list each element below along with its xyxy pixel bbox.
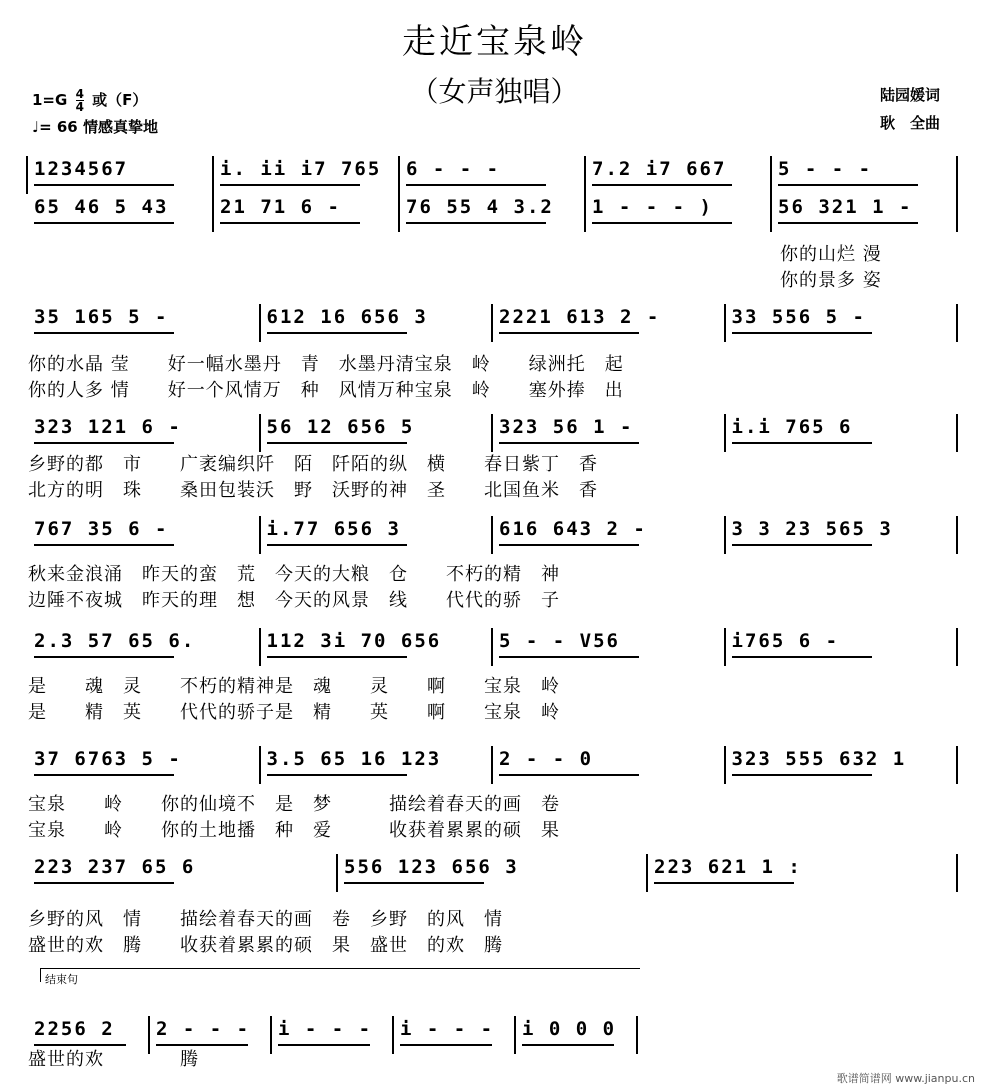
measure: i765 6 - bbox=[731, 630, 840, 652]
lyric-line: 是 魂 灵 不朽的精神是 魂 灵 啊 宝泉 岭 bbox=[28, 676, 560, 697]
lyric-line: 宝泉 岭 你的仙境不 是 梦 描绘着春天的画 卷 bbox=[28, 794, 560, 815]
beam-underline bbox=[34, 882, 174, 884]
measure: 323 555 632 1 bbox=[731, 748, 907, 770]
measure: 21 71 6 - bbox=[220, 196, 341, 218]
measure: 2 - - - bbox=[156, 1018, 251, 1040]
lyric-line: 你的人多 情 好一个风情万 种 风情万种宝泉 岭 塞外捧 出 bbox=[28, 380, 624, 401]
tempo-marking: ♩= 66 情感真挚地 bbox=[32, 118, 158, 136]
notation-row bbox=[28, 622, 968, 664]
bar-line bbox=[491, 304, 493, 342]
measure: 223 237 65 6 bbox=[34, 856, 196, 878]
beam-underline bbox=[592, 184, 732, 186]
measure: 323 121 6 - bbox=[34, 416, 182, 438]
beam-underline bbox=[499, 442, 639, 444]
bar-line bbox=[770, 194, 772, 232]
bar-line bbox=[724, 516, 726, 554]
lyric-line: 秋来金浪涌 昨天的蛮 荒 今天的大粮 仓 不朽的精 神 bbox=[28, 564, 560, 585]
beam-underline bbox=[732, 544, 872, 546]
lyric-line: 是 精 英 代代的骄子是 精 英 啊 宝泉 岭 bbox=[28, 702, 560, 723]
notation-row bbox=[28, 848, 968, 890]
song-title: 走近宝泉岭 bbox=[402, 22, 587, 62]
coda-line bbox=[40, 968, 640, 969]
measure: 5 - - - bbox=[778, 158, 873, 180]
measure: 65 46 5 43 bbox=[34, 196, 169, 218]
beam-underline bbox=[499, 656, 639, 658]
bar-line bbox=[956, 746, 958, 784]
bar-line bbox=[259, 516, 261, 554]
measure: i - - - bbox=[278, 1018, 373, 1040]
key-alternate: 或（F） bbox=[92, 91, 148, 109]
song-subtitle: （女声独唱） bbox=[410, 75, 579, 108]
lyricist-credit: 陆园媛词 bbox=[880, 86, 941, 104]
measure: 1 - - - ) bbox=[592, 196, 713, 218]
lyric-line: 乡野的风 情 描绘着春天的画 卷 乡野 的风 情 bbox=[28, 909, 503, 930]
measure: i 0 0 0 bbox=[522, 1018, 617, 1040]
bar-line bbox=[259, 304, 261, 342]
notation-row bbox=[28, 408, 968, 450]
measure: i.i 765 6 bbox=[731, 416, 853, 438]
bar-line bbox=[956, 628, 958, 666]
measure: 7.2 i7 667 bbox=[592, 158, 727, 180]
measure: i.77 656 3 bbox=[266, 518, 401, 540]
notation-row bbox=[28, 298, 968, 340]
lyric-line: 北方的明 珠 桑田包装沃 野 沃野的神 圣 北国鱼米 香 bbox=[28, 480, 598, 501]
measure: 2256 2 bbox=[34, 1018, 115, 1040]
beam-underline bbox=[267, 442, 407, 444]
beam-underline bbox=[654, 882, 794, 884]
beam-underline bbox=[732, 656, 872, 658]
notation-row bbox=[28, 150, 968, 192]
composer-credit: 耿 全曲 bbox=[880, 114, 941, 132]
bar-line bbox=[491, 746, 493, 784]
measure: 3.5 65 16 123 bbox=[266, 748, 442, 770]
bar-line bbox=[259, 414, 261, 452]
measure: 2 - - 0 bbox=[499, 748, 594, 770]
measure: 76 55 4 3.2 bbox=[406, 196, 554, 218]
notation-row bbox=[28, 510, 968, 552]
beam-underline bbox=[34, 332, 174, 334]
bar-line bbox=[724, 628, 726, 666]
measure: i. ii i7 765 bbox=[220, 158, 382, 180]
bar-line bbox=[584, 194, 586, 232]
bar-line bbox=[398, 194, 400, 232]
bar-line bbox=[956, 854, 958, 892]
beam-underline bbox=[592, 222, 732, 224]
beam-underline bbox=[406, 184, 546, 186]
beam-underline bbox=[34, 184, 174, 186]
measure: 2.3 57 65 6. bbox=[34, 630, 196, 652]
time-signature bbox=[76, 88, 84, 113]
measure: 556 123 656 3 bbox=[344, 856, 519, 878]
notation-row bbox=[28, 188, 968, 230]
bar-line bbox=[724, 746, 726, 784]
beam-underline bbox=[267, 332, 407, 334]
bar-line bbox=[956, 414, 958, 452]
measure: 223 621 1 : bbox=[654, 856, 802, 878]
measure: i - - - bbox=[400, 1018, 495, 1040]
bar-line bbox=[491, 628, 493, 666]
measure: 56 321 1 - bbox=[778, 196, 913, 218]
lyric-line: 宝泉 岭 你的土地播 种 爱 收获着累累的硕 果 bbox=[28, 820, 560, 841]
lyric-line: 盛世的欢 腾 bbox=[28, 1049, 199, 1070]
beam-underline bbox=[34, 442, 174, 444]
measure: 323 56 1 - bbox=[499, 416, 634, 438]
measure: 35 165 5 - bbox=[34, 306, 169, 328]
coda-label: 结束句 bbox=[45, 973, 78, 986]
beam-underline bbox=[499, 332, 639, 334]
time-denominator: 4 bbox=[75, 100, 84, 114]
measure: 612 16 656 3 bbox=[266, 306, 428, 328]
beam-underline bbox=[34, 774, 174, 776]
beam-underline bbox=[220, 184, 360, 186]
bar-line bbox=[956, 516, 958, 554]
beam-underline bbox=[778, 184, 918, 186]
measure: 767 35 6 - bbox=[34, 518, 169, 540]
lyric-line: 你的山烂 漫 bbox=[780, 244, 882, 265]
bar-line bbox=[724, 304, 726, 342]
beam-underline bbox=[34, 544, 174, 546]
beam-underline bbox=[499, 544, 639, 546]
measure: 2221 613 2 - bbox=[499, 306, 661, 328]
beam-underline bbox=[34, 656, 174, 658]
lyric-line: 边陲不夜城 昨天的理 想 今天的风景 线 代代的骄 子 bbox=[28, 590, 560, 611]
lyric-line: 乡野的都 市 广袤编织阡 陌 阡陌的纵 横 春日紫丁 香 bbox=[28, 454, 598, 475]
key-value: 1=G bbox=[32, 91, 68, 109]
measure: 37 6763 5 - bbox=[34, 748, 182, 770]
beam-underline bbox=[732, 332, 872, 334]
beam-underline bbox=[406, 222, 546, 224]
bar-line bbox=[259, 628, 261, 666]
measure: 6 - - - bbox=[406, 158, 501, 180]
bar-line bbox=[956, 194, 958, 232]
beam-underline bbox=[220, 222, 360, 224]
beam-underline bbox=[499, 774, 639, 776]
coda-bracket bbox=[40, 968, 41, 982]
bar-line bbox=[724, 414, 726, 452]
lyric-line: 你的水晶 莹 好一幅水墨丹 青 水墨丹清宝泉 岭 绿洲托 起 bbox=[28, 354, 624, 375]
measure: 616 643 2 - bbox=[499, 518, 647, 540]
beam-underline bbox=[34, 222, 174, 224]
watermark: 歌谱简谱网 www.jianpu.cn bbox=[836, 1072, 975, 1085]
bar-line bbox=[491, 414, 493, 452]
measure: 1234567 bbox=[34, 158, 129, 180]
beam-underline bbox=[267, 656, 407, 658]
measure: 56 12 656 5 bbox=[266, 416, 415, 438]
bar-line bbox=[259, 746, 261, 784]
measure: 5 - - V56 bbox=[499, 630, 620, 652]
bar-line bbox=[646, 854, 648, 892]
beam-underline bbox=[267, 774, 407, 776]
beam-underline bbox=[732, 774, 872, 776]
beam-underline bbox=[732, 442, 872, 444]
bar-line bbox=[956, 304, 958, 342]
time-numerator: 4 bbox=[75, 87, 84, 101]
bar-line bbox=[336, 854, 338, 892]
bar-line bbox=[212, 194, 214, 232]
beam-underline bbox=[344, 882, 484, 884]
bar-line bbox=[491, 516, 493, 554]
beam-underline bbox=[267, 544, 407, 546]
key-signature bbox=[32, 88, 147, 113]
lyric-line: 你的景多 姿 bbox=[780, 270, 882, 291]
lyric-line: 盛世的欢 腾 收获着累累的硕 果 盛世 的欢 腾 bbox=[28, 935, 503, 956]
measure: 112 3i 70 656 bbox=[266, 630, 442, 652]
notation-row bbox=[28, 740, 968, 782]
measure: 33 556 5 - bbox=[731, 306, 866, 328]
beam-underline bbox=[778, 222, 918, 224]
measure: 3 3 23 565 3 bbox=[731, 518, 893, 540]
